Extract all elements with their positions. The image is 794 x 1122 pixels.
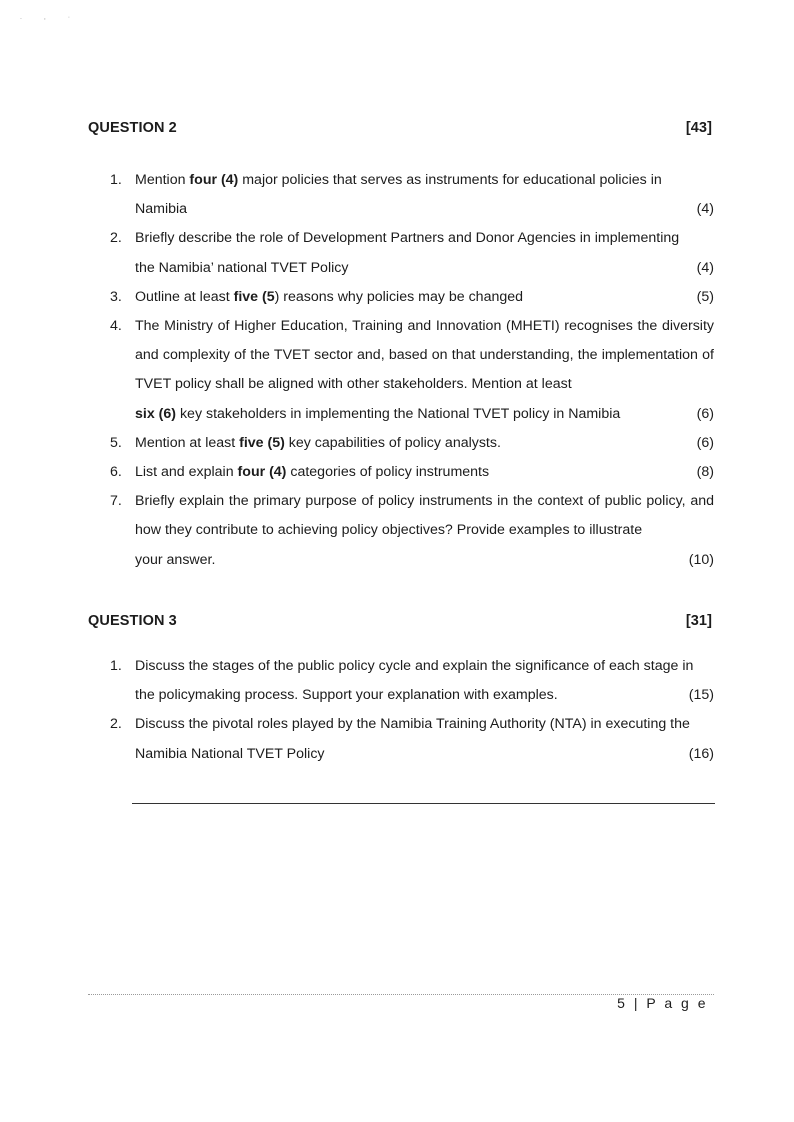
item-number: 5. [110, 434, 122, 451]
item-text: List and explain [135, 464, 238, 481]
item-text: major policies that serves as instruments for educational policies in [238, 172, 662, 188]
item-bold-text: five (5 [233, 288, 275, 305]
question-2-item-1 [110, 166, 714, 224]
item-number: 6. [110, 464, 122, 481]
question-3-item-2 [110, 710, 714, 768]
item-number: 7. [110, 493, 122, 510]
end-divider [132, 803, 715, 804]
question-2-item-4 [110, 312, 714, 429]
item-number: 1. [110, 172, 122, 188]
item-bold-text: six (6) [135, 405, 177, 422]
item-text: the policymaking process. Support your explanation with examples. [135, 687, 558, 704]
question-2-total: [43] [685, 120, 712, 136]
item-text: key capabilities of policy analysts. [284, 434, 501, 451]
item-text: Briefly describe the role of Development Partners and Donor Agencies in implementing [135, 230, 680, 247]
item-bold-text: five (5) [239, 434, 285, 451]
question-3-item-1 [110, 652, 714, 710]
page-number: 5 | P a g e [617, 995, 708, 1011]
item-bold-text: four (4) [237, 464, 287, 481]
item-text: ) reasons why policies may be changed [274, 288, 524, 305]
item-bold-text: four (4) [189, 172, 239, 188]
item-number: 3. [110, 288, 122, 305]
item-marks: (10) [688, 551, 714, 568]
question-3-list [110, 652, 714, 769]
question-2-item-3 [110, 283, 714, 312]
item-text: Namibia [135, 201, 188, 218]
item-number: 2. [110, 716, 122, 733]
item-marks: (6) [696, 434, 714, 451]
item-text: categories of policy instruments [286, 464, 490, 481]
item-text: Discuss the stages of the public policy cycle and explain the significance of each stage in [135, 658, 694, 674]
question-2-item-6 [110, 458, 714, 487]
question-2-item-5 [110, 429, 714, 458]
item-text: Outline at least [135, 288, 234, 305]
item-text: Briefly explain the primary purpose of policy instruments in the context of public policy, and how they contribute to achieving policy objectives? Provide examples to illustrate [135, 493, 714, 539]
item-text: your answer. [135, 551, 216, 568]
item-text: the Namibia’ national TVET Policy [135, 259, 349, 276]
question-3-header [88, 613, 712, 629]
item-text: Discuss the pivotal roles played by the Namibia Training Authority (NTA) in executing the [135, 716, 690, 733]
question-2-list [110, 166, 714, 575]
item-text: Mention at least [135, 434, 240, 451]
question-2-item-7 [110, 487, 714, 575]
item-text: Namibia National TVET Policy [135, 745, 325, 762]
question-2-item-2 [110, 224, 714, 282]
item-marks: (6) [696, 405, 714, 422]
question-3-total: [31] [685, 613, 712, 629]
question-2-header [88, 120, 712, 136]
item-number: 1. [110, 658, 122, 674]
question-3-title: QUESTION 3 [88, 613, 177, 629]
item-marks: (5) [696, 288, 714, 305]
item-number: 2. [110, 230, 122, 247]
item-marks: (16) [688, 745, 714, 762]
item-text: key stakeholders in implementing the National TVET policy in Namibia [176, 405, 621, 422]
item-number: 4. [110, 318, 122, 335]
item-marks: (4) [696, 259, 714, 276]
item-marks: (4) [696, 201, 714, 218]
item-text: The Ministry of Higher Education, Training and Innovation (MHETI) recognises the diversity and complexity of the TVET sector and, based on that understanding, the implementation of TVET policy shall be aligned with other stakeholders. Mention at least [135, 318, 714, 393]
item-marks: (8) [696, 464, 714, 481]
question-2-title: QUESTION 2 [88, 120, 177, 136]
item-text: Mention [135, 172, 190, 188]
scan-artifact: . , · [20, 14, 81, 21]
item-marks: (15) [688, 687, 714, 704]
